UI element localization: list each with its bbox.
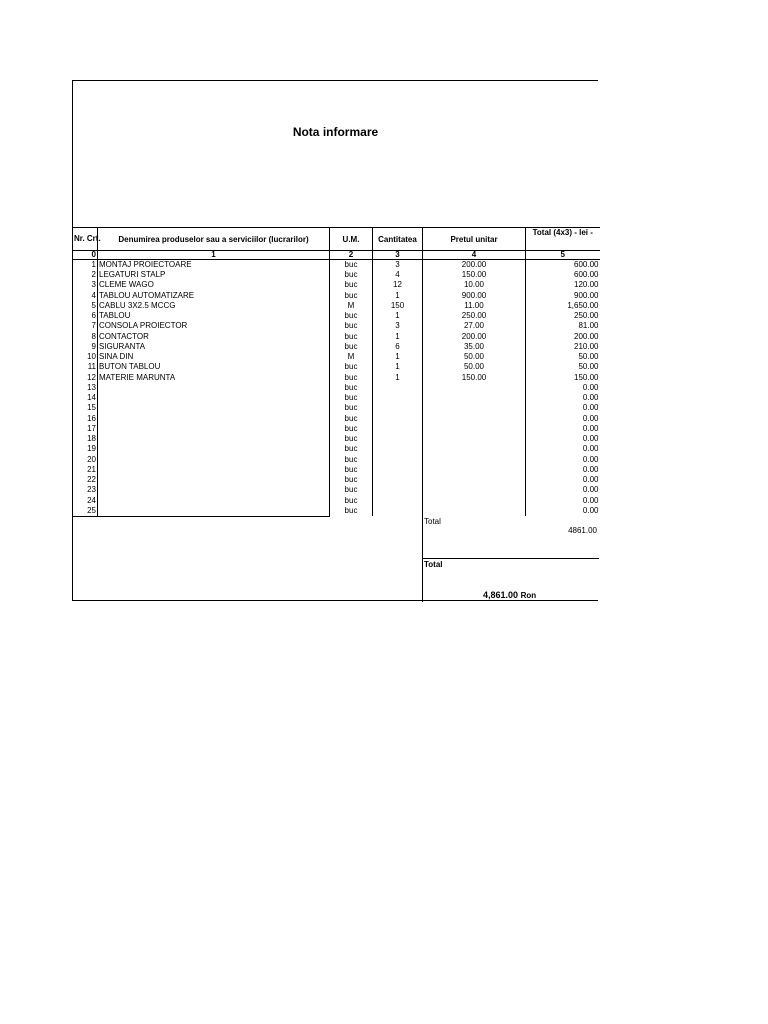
item-total: 0.00: [526, 444, 600, 454]
item-unit: buc: [330, 362, 373, 372]
item-name: SINA DIN: [98, 352, 330, 362]
column-number: 5: [526, 251, 600, 260]
item-name: BUTON TABLOU: [98, 362, 330, 372]
table-row: [73, 332, 600, 342]
item-total: 50.00: [526, 362, 600, 372]
item-unit: buc: [330, 506, 373, 517]
item-unit: buc: [330, 434, 373, 444]
row-number: 18: [73, 434, 98, 444]
item-unit: buc: [330, 414, 373, 424]
items-body: [73, 260, 600, 517]
item-total: 50.00: [526, 352, 600, 362]
header-price: Pretul unitar: [423, 228, 526, 251]
item-total: 900.00: [526, 291, 600, 301]
item-unit: buc: [330, 321, 373, 331]
item-total: 0.00: [526, 414, 600, 424]
item-total: 81.00: [526, 321, 600, 331]
row-number: 13: [73, 383, 98, 393]
item-total: 0.00: [526, 506, 600, 517]
item-unit-price: [423, 496, 526, 506]
item-total: 0.00: [526, 383, 600, 393]
item-unit-price: [423, 444, 526, 454]
row-number: 4: [73, 291, 98, 301]
item-quantity: [373, 455, 423, 465]
invoice-sheet: [72, 80, 598, 601]
item-quantity: [373, 383, 423, 393]
item-total: 0.00: [526, 403, 600, 413]
item-unit-price: 50.00: [423, 362, 526, 372]
item-quantity: [373, 424, 423, 434]
item-total: 0.00: [526, 434, 600, 444]
table-row: [73, 362, 600, 372]
table-row: [73, 352, 600, 362]
row-number: 11: [73, 362, 98, 372]
item-name: [98, 455, 330, 465]
item-unit-price: [423, 383, 526, 393]
item-unit: buc: [330, 444, 373, 454]
row-number: 12: [73, 373, 98, 383]
row-number: 9: [73, 342, 98, 352]
item-quantity: [373, 465, 423, 475]
item-unit-price: 27.00: [423, 321, 526, 331]
column-number: 4: [423, 251, 526, 260]
header-qty: Cantitatea: [373, 228, 423, 251]
item-unit-price: 200.00: [423, 332, 526, 342]
item-name: MATERIE MARUNTA: [98, 373, 330, 383]
item-unit: buc: [330, 373, 373, 383]
row-number: 10: [73, 352, 98, 362]
table-row: [73, 270, 600, 280]
item-quantity: 1: [373, 332, 423, 342]
table-row: [73, 373, 600, 383]
column-number: 1: [98, 251, 330, 260]
item-name: MONTAJ PROIECTOARE: [98, 260, 330, 271]
item-quantity: [373, 485, 423, 495]
items-table: [72, 227, 600, 517]
item-unit-price: [423, 393, 526, 403]
item-name: [98, 393, 330, 403]
item-unit: buc: [330, 311, 373, 321]
table-row: [73, 383, 600, 393]
item-total: 0.00: [526, 455, 600, 465]
item-quantity: [373, 506, 423, 517]
table-row: [73, 291, 600, 301]
row-number: 20: [73, 455, 98, 465]
item-quantity: 1: [373, 362, 423, 372]
row-number: 3: [73, 280, 98, 290]
item-unit: buc: [330, 393, 373, 403]
item-total: 150.00: [526, 373, 600, 383]
item-unit: buc: [330, 485, 373, 495]
item-name: [98, 465, 330, 475]
column-number: 3: [373, 251, 423, 260]
item-name: [98, 383, 330, 393]
item-total: 0.00: [526, 475, 600, 485]
item-total: 200.00: [526, 332, 600, 342]
table-row: [73, 280, 600, 290]
item-name: LEGATURI STALP: [98, 270, 330, 280]
item-name: CABLU 3X2.5 MCCG: [98, 301, 330, 311]
item-unit-price: [423, 403, 526, 413]
item-quantity: [373, 496, 423, 506]
item-total: 0.00: [526, 465, 600, 475]
item-total: 120.00: [526, 280, 600, 290]
row-number: 1: [73, 260, 98, 271]
item-unit: buc: [330, 455, 373, 465]
table-row: [73, 321, 600, 331]
table-row: [73, 342, 600, 352]
item-name: [98, 506, 330, 517]
header-name: Denumirea produselor sau a serviciilor (lucrarilor): [98, 228, 330, 251]
item-unit-price: 10.00: [423, 280, 526, 290]
item-unit: buc: [330, 465, 373, 475]
table-row: [73, 455, 600, 465]
item-unit-price: 11.00: [423, 301, 526, 311]
item-quantity: 1: [373, 352, 423, 362]
item-unit: buc: [330, 496, 373, 506]
table-row: [73, 465, 600, 475]
table-row: [73, 414, 600, 424]
item-unit-price: [423, 424, 526, 434]
item-total: 0.00: [526, 496, 600, 506]
item-name: TABLOU: [98, 311, 330, 321]
table-row: [73, 496, 600, 506]
item-quantity: [373, 403, 423, 413]
table-row: [73, 403, 600, 413]
item-unit-price: 50.00: [423, 352, 526, 362]
item-name: CLEME WAGO: [98, 280, 330, 290]
item-unit: buc: [330, 291, 373, 301]
item-name: [98, 444, 330, 454]
table-row: [73, 301, 600, 311]
item-name: [98, 496, 330, 506]
column-number-row: [73, 251, 600, 260]
item-total: 600.00: [526, 260, 600, 271]
item-name: TABLOU AUTOMATIZARE: [98, 291, 330, 301]
table-row: [73, 424, 600, 434]
item-unit-price: 900.00: [423, 291, 526, 301]
item-quantity: [373, 393, 423, 403]
table-row: [73, 485, 600, 495]
table-row: [73, 260, 600, 271]
table-row: [73, 506, 600, 517]
table-row: [73, 393, 600, 403]
item-quantity: [373, 414, 423, 424]
row-number: 25: [73, 506, 98, 517]
header-nr: Nr. Crt.: [73, 228, 98, 251]
row-number: 14: [73, 393, 98, 403]
item-unit-price: 250.00: [423, 311, 526, 321]
column-number: 2: [330, 251, 373, 260]
grand-total-amount: 4,861.00: [483, 590, 519, 600]
row-number: 24: [73, 496, 98, 506]
header-total: Total (4x3) - lei -: [526, 228, 600, 251]
row-number: 22: [73, 475, 98, 485]
currency-label: Ron: [520, 591, 537, 600]
item-quantity: 1: [373, 311, 423, 321]
row-number: 17: [73, 424, 98, 434]
item-name: [98, 434, 330, 444]
row-number: 23: [73, 485, 98, 495]
item-total: 210.00: [526, 342, 600, 352]
item-unit-price: [423, 455, 526, 465]
item-quantity: 4: [373, 270, 423, 280]
item-quantity: 3: [373, 321, 423, 331]
item-unit: buc: [330, 403, 373, 413]
item-name: [98, 424, 330, 434]
item-unit: buc: [330, 260, 373, 271]
item-name: [98, 475, 330, 485]
item-total: 0.00: [526, 424, 600, 434]
row-number: 5: [73, 301, 98, 311]
document-title: Nota informare: [292, 125, 379, 139]
total-value: 4861.00: [568, 526, 597, 535]
table-row: [73, 311, 600, 321]
grand-total-value: [483, 590, 536, 600]
item-unit: buc: [330, 475, 373, 485]
item-unit-price: 35.00: [423, 342, 526, 352]
item-name: [98, 403, 330, 413]
item-quantity: [373, 434, 423, 444]
item-unit: buc: [330, 424, 373, 434]
item-quantity: 1: [373, 291, 423, 301]
item-unit-price: 200.00: [423, 260, 526, 271]
item-unit-price: [423, 485, 526, 495]
item-unit: M: [330, 301, 373, 311]
item-unit: buc: [330, 270, 373, 280]
item-unit-price: 150.00: [423, 373, 526, 383]
divider: [73, 516, 329, 517]
item-unit: buc: [330, 332, 373, 342]
item-unit: buc: [330, 280, 373, 290]
item-unit: M: [330, 352, 373, 362]
row-number: 2: [73, 270, 98, 280]
item-unit: buc: [330, 342, 373, 352]
item-unit-price: [423, 434, 526, 444]
item-quantity: 12: [373, 280, 423, 290]
item-unit-price: [423, 475, 526, 485]
item-name: CONTACTOR: [98, 332, 330, 342]
row-number: 16: [73, 414, 98, 424]
row-number: 6: [73, 311, 98, 321]
item-unit-price: 150.00: [423, 270, 526, 280]
item-unit: buc: [330, 383, 373, 393]
header-um: U.M.: [330, 228, 373, 251]
grand-total-label: Total: [424, 560, 443, 569]
table-row: [73, 444, 600, 454]
table-row: [73, 434, 600, 444]
item-total: 600.00: [526, 270, 600, 280]
column-number: 0: [73, 251, 98, 260]
table-header-row: [73, 228, 600, 251]
row-number: 15: [73, 403, 98, 413]
item-total: 250.00: [526, 311, 600, 321]
item-quantity: [373, 444, 423, 454]
totals-box: [422, 516, 599, 602]
item-name: CONSOLA PROIECTOR: [98, 321, 330, 331]
item-total: 0.00: [526, 393, 600, 403]
total-label: Total: [424, 517, 441, 526]
item-name: SIGURANTA: [98, 342, 330, 352]
table-row: [73, 475, 600, 485]
item-quantity: [373, 475, 423, 485]
item-name: [98, 485, 330, 495]
item-quantity: 6: [373, 342, 423, 352]
item-total: 1,650.00: [526, 301, 600, 311]
item-quantity: 1: [373, 373, 423, 383]
row-number: 21: [73, 465, 98, 475]
divider: [423, 558, 599, 559]
item-total: 0.00: [526, 485, 600, 495]
row-number: 8: [73, 332, 98, 342]
item-name: [98, 414, 330, 424]
row-number: 7: [73, 321, 98, 331]
item-quantity: 150: [373, 301, 423, 311]
item-quantity: 3: [373, 260, 423, 271]
row-number: 19: [73, 444, 98, 454]
item-unit-price: [423, 506, 526, 517]
item-unit-price: [423, 414, 526, 424]
item-unit-price: [423, 465, 526, 475]
